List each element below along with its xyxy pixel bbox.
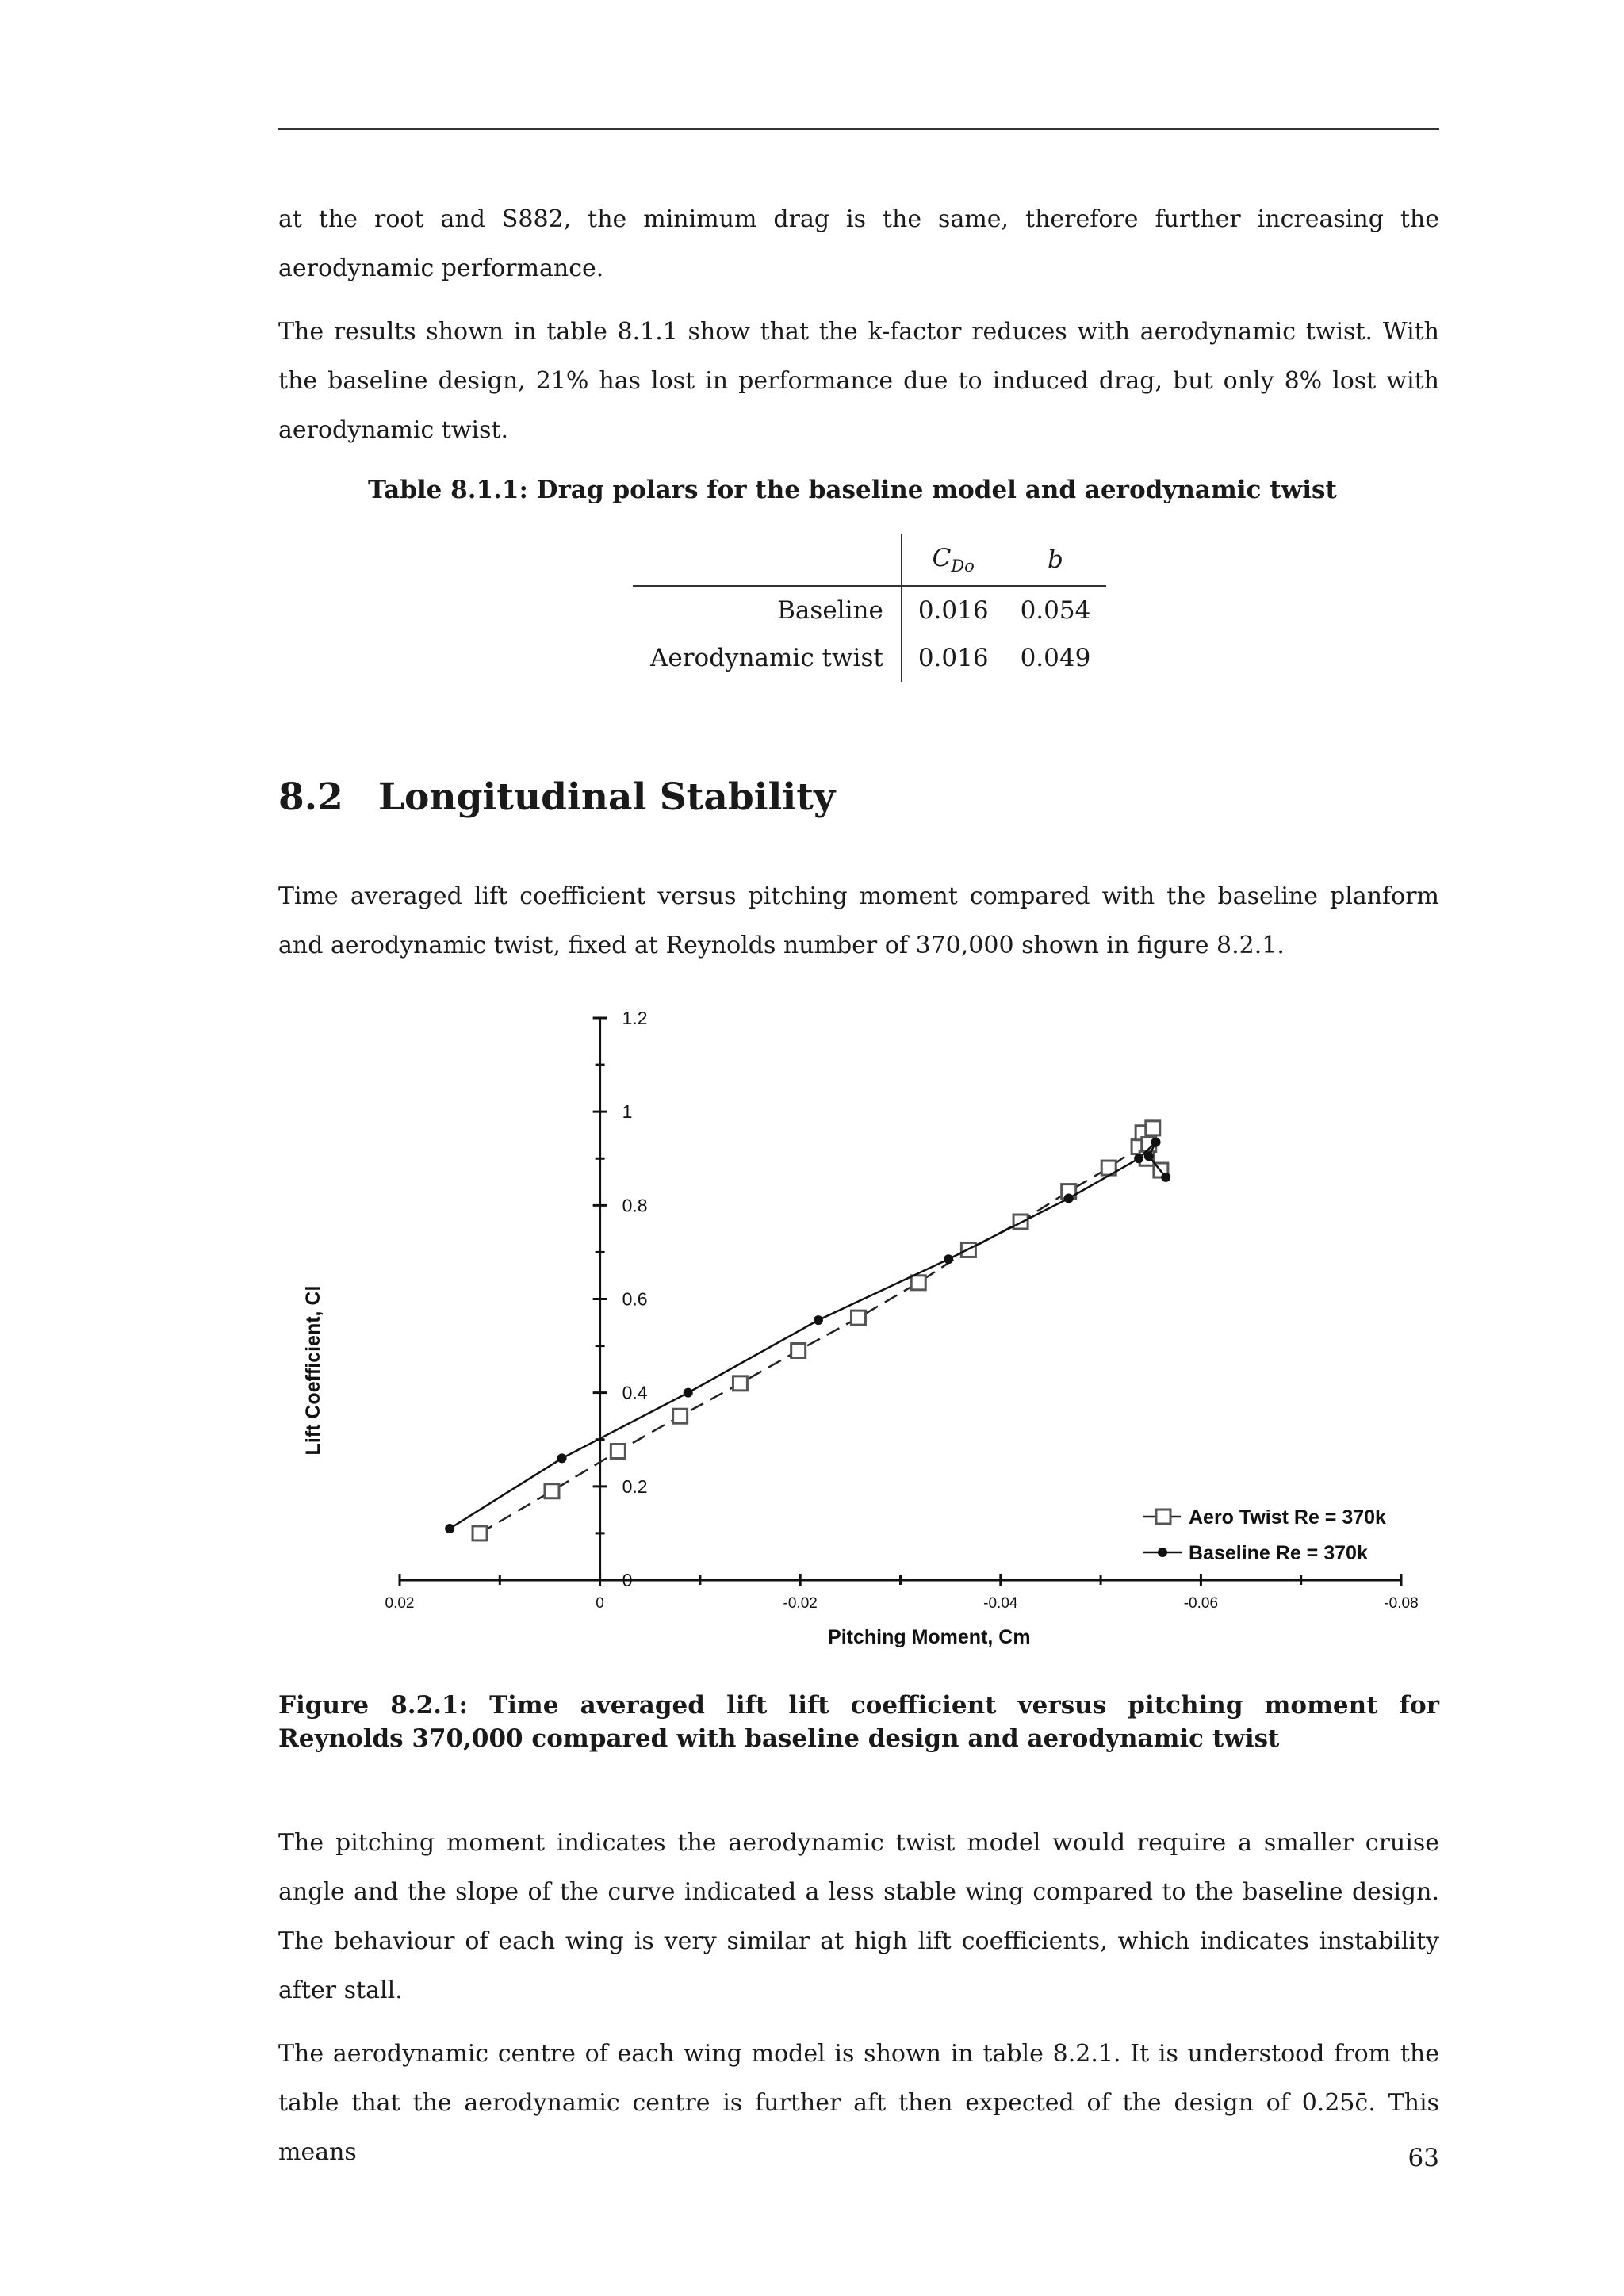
cdo-value: 0.016 bbox=[917, 596, 989, 626]
paragraph-5: The aerodynamic centre of each wing model is shown in table 8.2.1. It is understood from the table that the aerodynamic centre is further aft then expected of the design of 0.25c̄. This means bbox=[278, 2040, 1439, 2166]
row-label: Aerodynamic twist bbox=[633, 634, 902, 682]
aero-twist-point bbox=[673, 1409, 688, 1423]
b-value: 0.049 bbox=[1020, 644, 1091, 673]
aero-twist-point bbox=[545, 1484, 559, 1498]
table-row bbox=[633, 634, 1106, 682]
y-tick-label: 0.4 bbox=[622, 1382, 648, 1403]
x-axis-label: Pitching Moment, Cm bbox=[828, 1626, 1031, 1648]
paragraph-2: The results shown in table 8.1.1 show that the k-factor reduces with aerodynamic twist. With the baseline design, 21% has lost in performance due to induced drag, but only 8% lost with aerodynamic twist. bbox=[278, 318, 1439, 444]
x-tick-label: -0.06 bbox=[1183, 1595, 1219, 1612]
section-title: Longitudinal Stability bbox=[378, 775, 836, 819]
y-tick-label: 0.8 bbox=[622, 1195, 648, 1216]
row-label: Baseline bbox=[633, 586, 902, 634]
paragraph-1: at the root and S882, the minimum drag is the same, therefore further increasing the aerodynamic performance. bbox=[278, 205, 1439, 282]
aero-twist-point bbox=[791, 1343, 806, 1357]
baseline-point bbox=[684, 1388, 693, 1398]
figure-caption: Figure 8.2.1: Time averaged lift lift coefficient versus pitching moment for Reynolds 370,000 compared with baseline design and aerodynamic twist bbox=[278, 1691, 1439, 1753]
aero-twist-point bbox=[473, 1526, 487, 1540]
aero-twist-point bbox=[611, 1445, 625, 1459]
baseline-point bbox=[1134, 1154, 1143, 1163]
table-row bbox=[633, 586, 1106, 634]
aero-twist-point bbox=[911, 1276, 925, 1290]
cdo-value: 0.016 bbox=[917, 644, 989, 673]
aero-twist-point bbox=[1146, 1121, 1160, 1135]
legend-marker-aero bbox=[1156, 1510, 1170, 1524]
x-tick-label: 0 bbox=[596, 1595, 604, 1612]
y-axis-label: Lift Coefficient, Cl bbox=[302, 1285, 324, 1456]
table-caption: Table 8.1.1: Drag polars for the baseline model and aerodynamic twist bbox=[368, 476, 1337, 504]
legend-label-baseline: Baseline Re = 370k bbox=[1189, 1542, 1368, 1564]
x-tick-label: -0.02 bbox=[783, 1595, 818, 1612]
b-value: 0.054 bbox=[1020, 596, 1091, 626]
table-header-b: b bbox=[1005, 534, 1107, 586]
x-tick-label: -0.08 bbox=[1384, 1595, 1419, 1612]
paragraph-4: The pitching moment indicates the aerodynamic twist model would require a smaller cruise angle and the slope of the curve indicated a less stable wing compared to the baseline design. The behaviour of each wing is very similar at high lift coefficients, which indicates instability after stall. bbox=[278, 1829, 1439, 2004]
x-tick-label: -0.04 bbox=[983, 1595, 1018, 1612]
section-number: 8.2 bbox=[278, 775, 343, 819]
y-tick-label: 1 bbox=[622, 1101, 633, 1123]
header-rule bbox=[278, 128, 1439, 130]
lift-vs-moment-chart bbox=[278, 995, 1439, 1661]
baseline-point bbox=[1161, 1173, 1170, 1182]
drag-polars-table bbox=[633, 534, 1106, 682]
table-header-cdo: $C_{Do}$ bbox=[902, 534, 1005, 586]
y-tick-label: 0 bbox=[622, 1570, 633, 1590]
legend-marker-baseline bbox=[1158, 1548, 1167, 1557]
y-tick-label: 0.2 bbox=[622, 1475, 648, 1497]
aero-twist-point bbox=[733, 1376, 747, 1391]
baseline-point bbox=[445, 1524, 454, 1533]
baseline-line bbox=[450, 1142, 1166, 1529]
section-heading bbox=[278, 775, 835, 819]
page-number: 63 bbox=[1408, 2144, 1439, 2172]
paragraph-3: Time averaged lift coefficient versus pitching moment compared with the baseline planform and aerodynamic twist, fixed at Reynolds number of 370,000 shown in figure 8.2.1. bbox=[278, 882, 1439, 959]
baseline-point bbox=[557, 1453, 567, 1463]
y-tick-label: 1.2 bbox=[622, 1008, 648, 1028]
baseline-point bbox=[1151, 1138, 1161, 1147]
baseline-point bbox=[1064, 1193, 1074, 1203]
y-tick-label: 0.6 bbox=[622, 1288, 648, 1310]
table-corner bbox=[633, 534, 902, 586]
x-tick-label: 0.02 bbox=[385, 1595, 415, 1612]
aero-twist-point bbox=[851, 1311, 865, 1325]
baseline-point bbox=[814, 1315, 823, 1325]
legend-label-aero: Aero Twist Re = 370k bbox=[1189, 1506, 1386, 1529]
aero-twist-line bbox=[480, 1128, 1161, 1533]
baseline-point bbox=[944, 1254, 953, 1264]
baseline-point bbox=[1144, 1151, 1154, 1161]
